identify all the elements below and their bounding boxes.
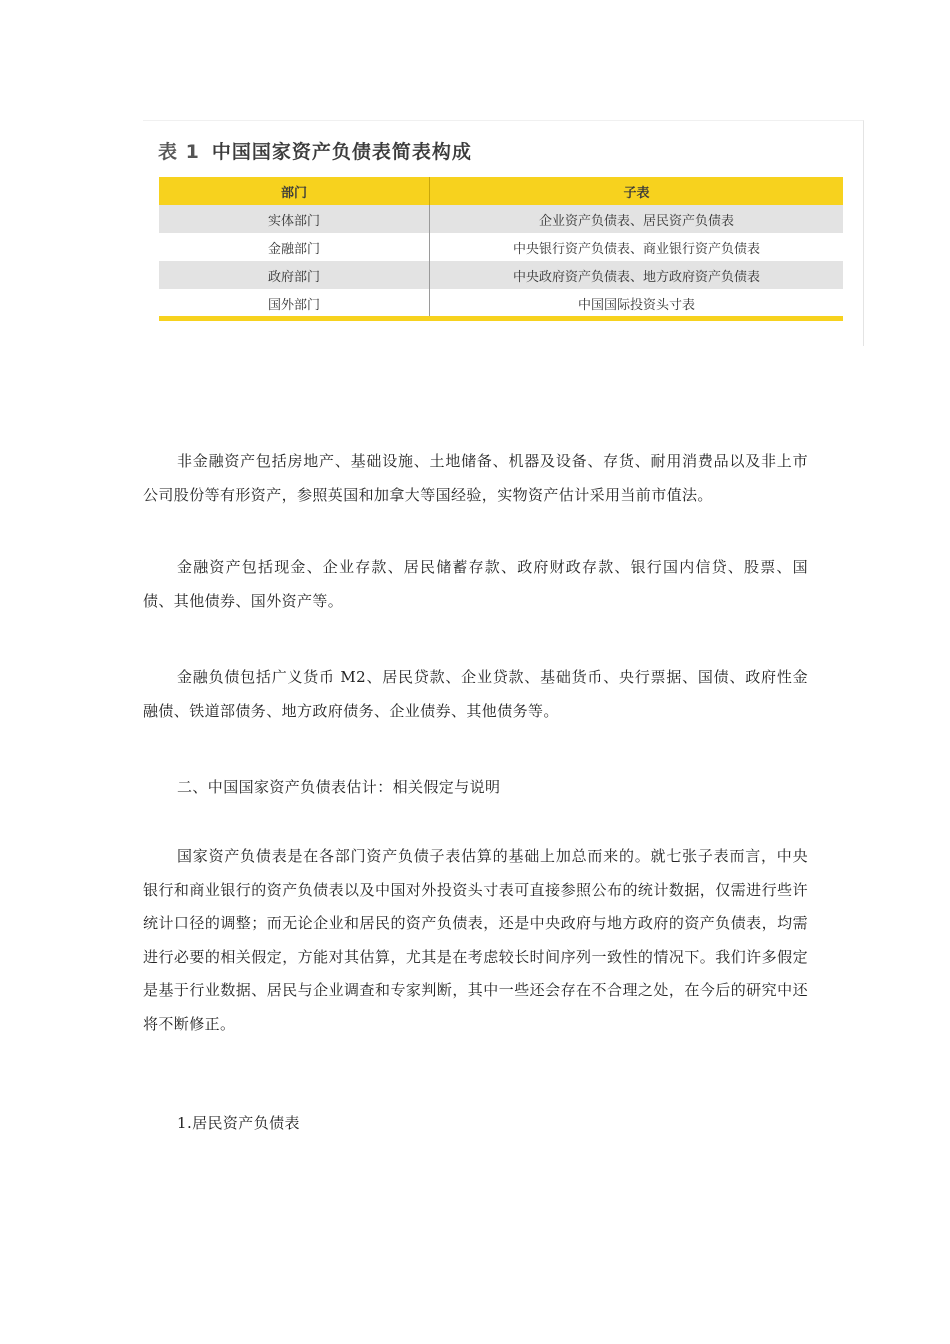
table-row (159, 233, 843, 261)
cell-department: 政府部门 (159, 261, 430, 289)
section-heading-2: 二、中国国家资产负债表估计：相关假定与说明 (177, 778, 501, 796)
header-department: 部门 (159, 177, 430, 205)
cell-department: 国外部门 (159, 289, 430, 317)
header-subtable: 子表 (430, 177, 844, 205)
table-row (159, 289, 843, 317)
table-bottom-rule (159, 316, 843, 321)
figure-number: 表 1 (158, 141, 200, 163)
composition-table (159, 177, 843, 317)
cell-subtables: 中央银行资产负债表、商业银行资产负债表 (430, 233, 844, 261)
table-header-row (159, 177, 843, 205)
figure-title-text: 中国国家资产负债表简表构成 (211, 141, 472, 163)
cell-subtables: 中国国际投资头寸表 (430, 289, 844, 317)
table-row (159, 205, 843, 233)
table-row (159, 261, 843, 289)
paragraph-financial-liabilities: 金融负债包括广义货币 M2、居民贷款、企业贷款、基础货币、央行票据、国债、政府性金融债、铁道部债务、地方政府债务、企业债券、其他债务等。 (143, 668, 808, 720)
table-figure (143, 120, 864, 346)
paragraph-national-balance-sheet: 国家资产负债表是在各部门资产负债子表估算的基础上加总而来的。就七张子表而言，中央银行和商业银行的资产负债表以及中国对外投资头寸表可直接参照公布的统计数据，仅需进行些许统计口径的调整；而无论企业和居民的资产负债表，还是中央政府与地方政府的资产负债表，均需进行必要的相关假定，方能对其估算，尤其是在考虑较长时间序列一致性的情况下。我们许多假定是基于行业数据、居民与企业调查和专家判断，其中一些还会存在不合理之处，在今后的研究中还将不断修正。 (143, 847, 808, 1033)
paragraph-financial-assets: 金融资产包括现金、企业存款、居民储蓄存款、政府财政存款、银行国内信贷、股票、国债、其他债券、国外资产等。 (143, 558, 808, 610)
cell-subtables: 中央政府资产负债表、地方政府资产负债表 (430, 261, 844, 289)
figure-title (158, 137, 472, 164)
cell-department: 金融部门 (159, 233, 430, 261)
paragraph-nonfinancial-assets: 非金融资产包括房地产、基础设施、土地储备、机器及设备、存货、耐用消费品以及非上市公司股份等有形资产，参照英国和加拿大等国经验，实物资产估计采用当前市值法。 (143, 452, 808, 504)
cell-subtables: 企业资产负债表、居民资产负债表 (430, 205, 844, 233)
subsection-heading-household: 1.居民资产负债表 (177, 1114, 300, 1132)
cell-department: 实体部门 (159, 205, 430, 233)
